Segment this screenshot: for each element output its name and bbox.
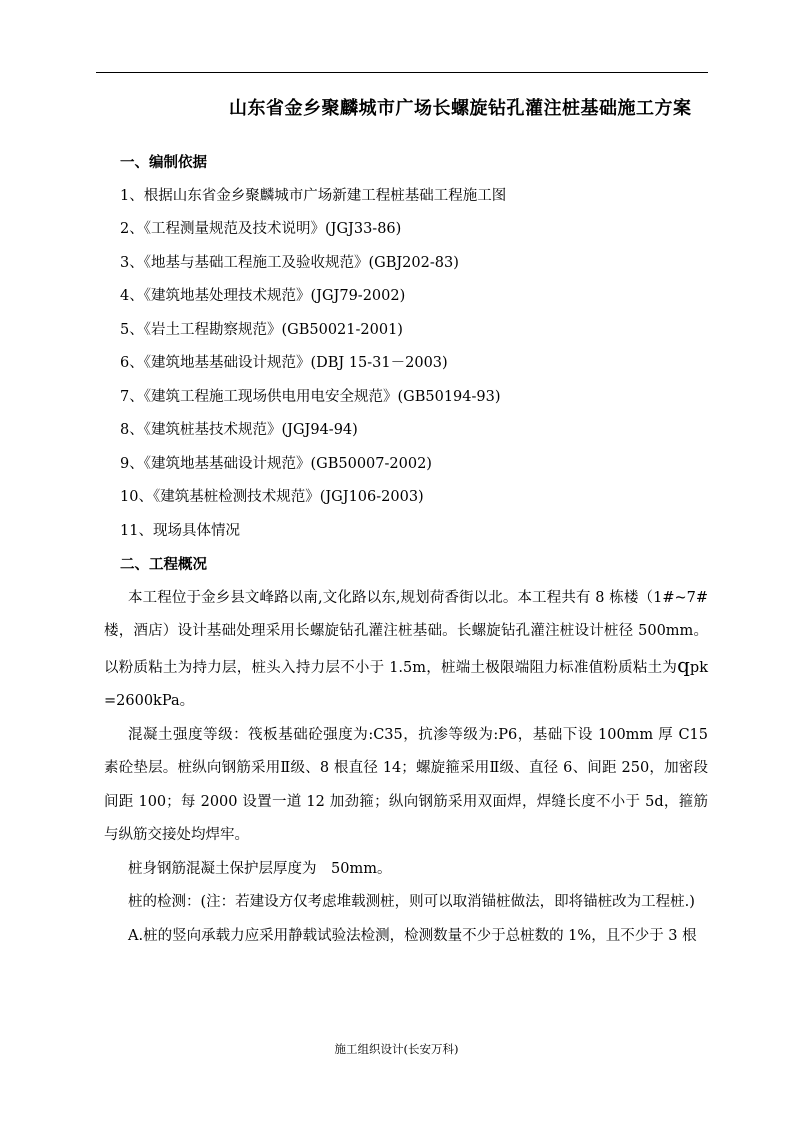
- paragraph: 桩身钢筋混凝土保护层厚度为 50mm。: [128, 860, 392, 877]
- list-item: 11、现场具体情况: [120, 522, 240, 539]
- paragraph-text: pk =2600kPa。: [104, 659, 723, 709]
- header-rule: [96, 72, 708, 73]
- paragraph: A.桩的竖向承载力应采用静载试验法检测，检测数量不少于总桩数的 1%，且不少于 3 根: [128, 927, 697, 944]
- paragraph: 桩的检测：(注：若建设方仅考虑堆载测桩，则可以取消锚桩做法，即将锚桩改为工程桩.): [128, 894, 695, 910]
- list-item: 4、《建筑地基处理技术规范》(JGJ79-2002): [120, 288, 406, 304]
- page-footer: 施工组织设计(长安万科): [334, 1042, 459, 1056]
- q-symbol: q: [677, 652, 690, 677]
- list-item: 8、《建筑桩基技术规范》(JGJ94-94): [120, 422, 358, 438]
- list-item: 7、《建筑工程施工现场供电用电安全规范》(GB50194-93): [120, 388, 501, 405]
- paragraph: 混凝土强度等级：筏板基础砼强度为:C35，抗渗等级为:P6，基础下设 100mm 厚 C15 素砼垫层。桩纵向钢筋采用Ⅱ级、8 根直径 14；螺旋箍采用Ⅱ级、直径 6、间距 250，加密段间距 100；每 2000 设置一道 12 加劲箍；纵向钢筋采用双面焊，焊缝长度不小于 5d，箍筋与纵筋交接处均焊牢。: [104, 726, 708, 843]
- paragraph: [104, 582, 723, 719]
- list-item: 6、《建筑地基基础设计规范》(DBJ 15-31－2003): [120, 355, 448, 371]
- paragraph-text: 本工程位于金乡县文峰路以南,文化路以东,规划荷香街以北。本工程共有 8 栋楼（1#~7#楼，酒店）设计基础处理采用长螺旋钻孔灌注桩基础。长螺旋钻孔灌注桩设计桩径 500mm。以粉质粘土为持力层，桩头入持力层不小于 1.5m，桩端土极限端阻力标准值粉质粘土为: [104, 589, 708, 676]
- list-item: 1、根据山东省金乡聚麟城市广场新建工程桩基础工程施工图: [120, 187, 507, 204]
- list-item: 9、《建筑地基基础设计规范》(GB50007-2002): [120, 455, 432, 472]
- section-heading: 二、工程概况: [120, 556, 207, 573]
- list-item: 5、《岩土工程勘察规范》(GB50021-2001): [120, 321, 403, 338]
- section-heading: 一、编制依据: [120, 154, 207, 171]
- list-item: 10、《建筑基桩检测技术规范》(JGJ106-2003): [120, 489, 424, 505]
- list-item: 2、《工程测量规范及技术说明》(JGJ33-86): [120, 221, 402, 237]
- list-item: 3、《地基与基础工程施工及验收规范》(GBJ202-83): [120, 254, 459, 271]
- document-body: [104, 146, 723, 953]
- document-title: 山东省金乡聚麟城市广场长螺旋钻孔灌注桩基础施工方案: [229, 98, 692, 119]
